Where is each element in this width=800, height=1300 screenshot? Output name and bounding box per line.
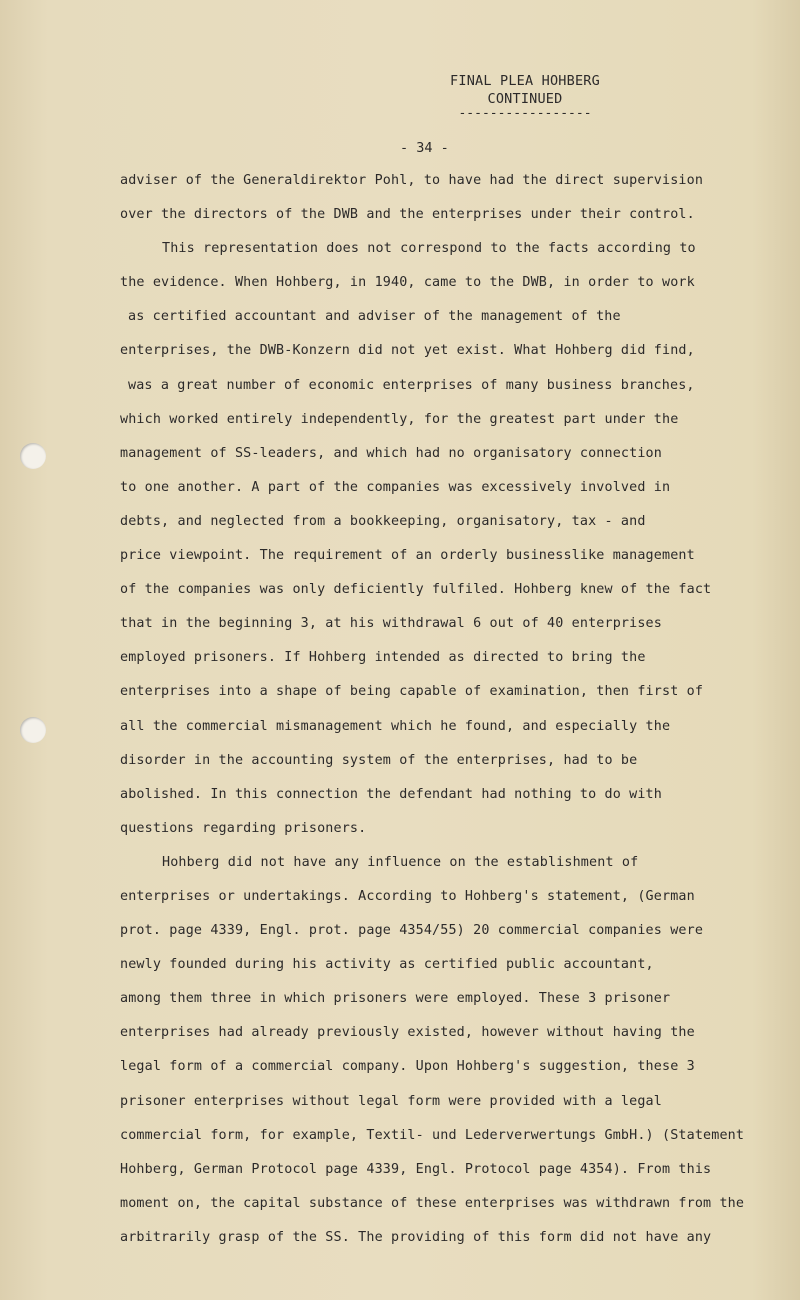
text-line: questions regarding prisoners. — [120, 820, 367, 836]
text-line: enterprises into a shape of being capable of examination, then first of — [120, 684, 704, 700]
header-rule: ----------------- — [458, 106, 592, 121]
punch-hole — [20, 443, 46, 469]
text-line: which worked entirely independently, for the greatest part under the — [120, 411, 679, 427]
text-line: moment on, the capital substance of these enterprises was withdrawn from the — [120, 1195, 745, 1211]
text-line: Hohberg, German Protocol page 4339, Engl. Protocol page 4354). From this — [120, 1161, 712, 1177]
text-line: disorder in the accounting system of the enterprises, had to be — [120, 752, 638, 768]
text-line: enterprises had already previously existed, however without having the — [120, 1025, 695, 1041]
text-line: prisoner enterprises without legal form were provided with a legal — [120, 1093, 662, 1109]
text-line: the evidence. When Hohberg, in 1940, came to the DWB, in order to work — [120, 275, 695, 291]
text-line: legal form of a commercial company. Upon Hohberg's suggestion, these 3 — [120, 1059, 695, 1075]
text-line: among them three in which prisoners were employed. These 3 prisoner — [120, 991, 671, 1007]
text-line: abolished. In this connection the defendant had nothing to do with — [120, 786, 662, 802]
text-line: price viewpoint. The requirement of an orderly businesslike management — [120, 548, 695, 564]
text-line: all the commercial mismanagement which he found, and especially the — [120, 718, 671, 734]
text-line: management of SS-leaders, and which had no organisatory connection — [120, 445, 662, 461]
text-line: that in the beginning 3, at his withdrawal 6 out of 40 enterprises — [120, 616, 662, 632]
text-line: prot. page 4339, Engl. prot. page 4354/55) 20 commercial companies were — [120, 923, 704, 939]
text-line: of the companies was only deficiently fulfiled. Hohberg knew of the fact — [120, 582, 712, 598]
page-number: - 34 - — [400, 140, 449, 156]
text-line: adviser of the Generaldirektor Pohl, to have had the direct supervision — [120, 173, 704, 188]
text-line: This representation does not correspond to the facts according to — [162, 241, 696, 257]
text-line: was a great number of economic enterprises of many business branches, — [128, 377, 695, 393]
text-line: newly founded during his activity as certified public accountant, — [120, 957, 654, 973]
text-line: employed prisoners. If Hohberg intended as directed to bring the — [120, 650, 646, 666]
text-line: enterprises or undertakings. According to Hohberg's statement, (German — [120, 888, 695, 904]
text-line: to one another. A part of the companies was excessively involved in — [120, 479, 671, 495]
text-line: arbitrarily grasp of the SS. The providing of this form did not have any — [120, 1229, 712, 1245]
text-line: Hohberg did not have any influence on the establishment of — [162, 854, 639, 870]
text-line: as certified accountant and adviser of the management of the — [128, 309, 621, 325]
text-line: over the directors of the DWB and the enterprises under their control. — [120, 207, 695, 223]
text-line: enterprises, the DWB-Konzern did not yet exist. What Hohberg did find, — [120, 343, 695, 359]
header-title: FINAL PLEA HOHBERG — [450, 73, 600, 89]
document-header — [430, 72, 620, 120]
document-body — [120, 164, 770, 1255]
text-line: debts, and neglected from a bookkeeping, organisatory, tax - and — [120, 513, 646, 529]
header-subtitle: CONTINUED — [487, 91, 563, 107]
punch-hole — [20, 717, 46, 743]
text-line: commercial form, for example, Textil- und Lederverwertungs GmbH.) (Statement — [120, 1127, 745, 1143]
